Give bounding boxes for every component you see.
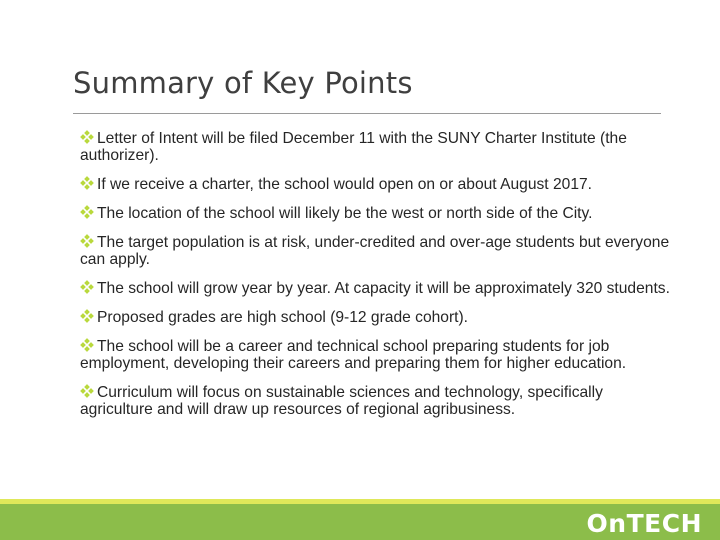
diamond-bullet-icon	[80, 177, 93, 190]
bullet-item	[76, 130, 676, 164]
diamond-bullet-icon	[80, 310, 93, 323]
ontech-logo: OnTECH	[586, 509, 702, 538]
bullet-item	[76, 234, 676, 268]
bullet-text: The location of the school will likely be the west or north side of the City.	[97, 205, 593, 222]
bullet-item	[76, 309, 676, 326]
bullet-list	[76, 130, 676, 430]
slide-title: Summary of Key Points	[73, 66, 413, 100]
bullet-text: The school will be a career and technical school preparing students for job employment, developing their careers and preparing them for higher education.	[80, 338, 627, 372]
bullet-item	[76, 176, 676, 193]
bullet-text: Proposed grades are high school (9-12 grade cohort).	[97, 309, 469, 326]
diamond-bullet-icon	[80, 235, 93, 248]
diamond-bullet-icon	[80, 385, 93, 398]
diamond-bullet-icon	[80, 206, 93, 219]
bullet-text: Letter of Intent will be filed December 11 with the SUNY Charter Institute (the authorizer).	[80, 130, 627, 164]
diamond-bullet-icon	[80, 281, 93, 294]
bullet-item	[76, 280, 676, 297]
title-divider	[73, 113, 661, 114]
bullet-text: If we receive a charter, the school would open on or about August 2017.	[97, 176, 592, 193]
bullet-text: Curriculum will focus on sustainable sciences and technology, specifically agriculture and will draw up resources of regional agribusiness.	[80, 384, 603, 418]
bullet-text: The school will grow year by year. At capacity it will be approximately 320 students.	[97, 280, 670, 297]
bullet-item	[76, 384, 676, 418]
bullet-item	[76, 205, 676, 222]
bullet-text: The target population is at risk, under-credited and over-age students but everyone can apply.	[80, 234, 670, 268]
bullet-item	[76, 338, 676, 372]
diamond-bullet-icon	[80, 339, 93, 352]
diamond-bullet-icon	[80, 131, 93, 144]
